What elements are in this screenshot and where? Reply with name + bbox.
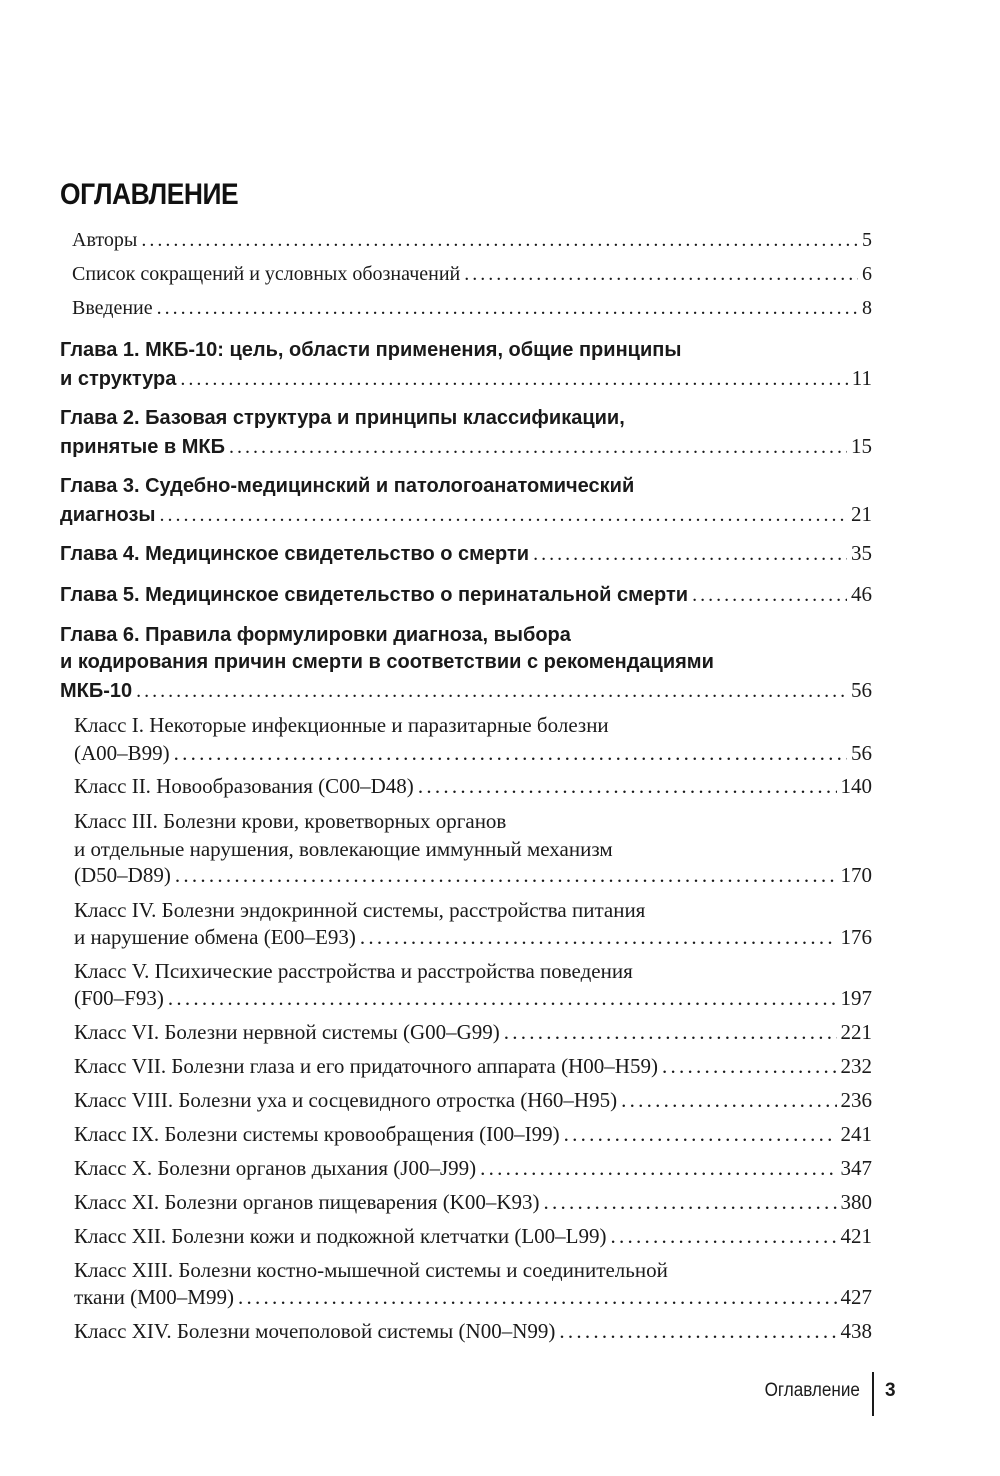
- dot-leader: [157, 297, 858, 320]
- dot-leader: [141, 229, 858, 252]
- toc-page-number: 8: [862, 297, 872, 319]
- toc-page-number: 427: [840, 1285, 872, 1309]
- toc-page-number: 11: [851, 366, 872, 390]
- toc-page-number: 380: [840, 1190, 872, 1214]
- toc-entry-line: Класс V. Психические расстройства и расстройства поведения: [74, 959, 633, 983]
- toc-entry-line: Глава 2. Базовая структура и принципы классификации,: [60, 407, 625, 429]
- dot-leader: [136, 680, 847, 703]
- toc-entry-line: Класс I. Некоторые инфекционные и паразитарные болезни: [74, 713, 609, 737]
- toc-page-number: 15: [851, 434, 872, 458]
- toc-page-number: 421: [840, 1224, 872, 1248]
- toc-entry-line: и кодирования причин смерти в соответствии с рекомендациями: [60, 651, 714, 673]
- toc-entry-text: Список сокращений и условных обозначений: [72, 263, 461, 285]
- dot-leader: [464, 263, 858, 286]
- toc-page-number: 6: [862, 263, 872, 285]
- toc-entry-line: Глава 6. Правила формулировки диагноза, выбора: [60, 624, 571, 646]
- toc-entry-line: Класс IV. Болезни эндокринной системы, расстройства питания: [74, 898, 646, 922]
- toc-page-number: 347: [840, 1156, 872, 1180]
- toc-page-number: 140: [840, 774, 872, 798]
- dot-leader: [160, 504, 848, 527]
- toc-page-number: 56: [851, 678, 872, 702]
- toc-page-number: 221: [840, 1020, 872, 1044]
- toc-entry-text: диагнозы: [60, 504, 156, 526]
- toc-entry-text: Глава 4. Медицинское свидетельство о смерти: [60, 543, 530, 565]
- dot-leader: [544, 1190, 837, 1215]
- dot-leader: [564, 1122, 837, 1147]
- dot-leader: [168, 986, 837, 1011]
- toc-entry-text: Авторы: [72, 229, 138, 251]
- toc-entry-text: Класс XI. Болезни органов пищеварения (K00–K93): [74, 1190, 540, 1214]
- toc-title: ОГЛАВЛЕНИЕ: [60, 178, 239, 211]
- toc-entry-line: Глава 1. МКБ-10: цель, области применения, общие принципы: [60, 339, 682, 361]
- toc-entry-text: и структура: [60, 368, 177, 390]
- toc-page-number: 176: [840, 925, 872, 949]
- dot-leader: [180, 368, 847, 391]
- toc-page-number: 236: [840, 1088, 872, 1112]
- page-number: 3: [885, 1380, 896, 1401]
- toc-entry-text: Класс VI. Болезни нервной системы (G00–G99): [74, 1020, 500, 1044]
- footer-divider: [872, 1372, 874, 1416]
- page-footer: [0, 1380, 1000, 1416]
- toc-page-number: 170: [840, 863, 872, 887]
- toc-entry-text: Введение: [72, 297, 153, 319]
- running-footer-label: Оглавление: [764, 1380, 860, 1401]
- toc-page-number: 35: [851, 541, 872, 565]
- toc-entry-line: Класс XIII. Болезни костно-мышечной системы и соединительной: [74, 1258, 668, 1282]
- toc-entry-text: Класс VIII. Болезни уха и сосцевидного отростка (H60–H95): [74, 1088, 618, 1112]
- dot-leader: [418, 774, 837, 799]
- toc-page-number: 438: [840, 1319, 872, 1343]
- dot-leader: [238, 1285, 837, 1310]
- toc-page-number: 21: [851, 502, 872, 526]
- toc-entry-text: принятые в МКБ: [60, 436, 225, 458]
- dot-leader: [662, 1054, 837, 1079]
- toc-entry-text: Глава 5. Медицинское свидетельство о перинатальной смерти: [60, 584, 689, 606]
- toc-entry-text: Класс II. Новообразования (C00–D48): [74, 774, 414, 798]
- dot-leader: [229, 436, 847, 459]
- toc-entry-text: Класс VII. Болезни глаза и его придаточного аппарата (H00–H59): [74, 1054, 658, 1078]
- dot-leader: [559, 1319, 836, 1344]
- dot-leader: [175, 863, 837, 888]
- toc-entry-text: (D50–D89): [74, 863, 171, 887]
- dot-leader: [480, 1156, 836, 1181]
- toc-entry-text: Класс XII. Болезни кожи и подкожной клетчатки (L00–L99): [74, 1224, 607, 1248]
- toc-page-number: 232: [840, 1054, 872, 1078]
- dot-leader: [533, 543, 847, 566]
- dot-leader: [611, 1224, 837, 1249]
- toc-entry-line: Класс III. Болезни крови, кроветворных органов: [74, 809, 507, 833]
- toc-page-number: 56: [851, 741, 872, 765]
- dot-leader: [621, 1088, 836, 1113]
- toc-page-number: 197: [840, 986, 872, 1010]
- dot-leader: [174, 741, 847, 766]
- dot-leader: [504, 1020, 837, 1045]
- toc-entry-text: Класс IX. Болезни системы кровообращения (I00–I99): [74, 1122, 560, 1146]
- toc-entry-text: и нарушение обмена (E00–E93): [74, 925, 356, 949]
- toc-entry-text: Класс X. Болезни органов дыхания (J00–J99): [74, 1156, 477, 1180]
- toc-entry-text: МКБ-10: [60, 680, 133, 702]
- toc-entry-line: и отдельные нарушения, вовлекающие иммунный механизм: [74, 837, 613, 861]
- toc-page-number: 241: [840, 1122, 872, 1146]
- toc-entry-text: Класс XIV. Болезни мочеполовой системы (N00–N99): [74, 1319, 556, 1343]
- toc-entry-text: ткани (M00–M99): [74, 1285, 234, 1309]
- toc-entry-text: (F00–F93): [74, 986, 164, 1010]
- toc-entry-text: (A00–B99): [74, 741, 170, 765]
- toc-page-number: 5: [862, 229, 872, 251]
- dot-leader: [360, 925, 837, 950]
- dot-leader: [692, 584, 847, 607]
- toc-page-number: 46: [851, 582, 872, 606]
- toc-entry-line: Глава 3. Судебно-медицинский и патологоанатомический: [60, 475, 635, 497]
